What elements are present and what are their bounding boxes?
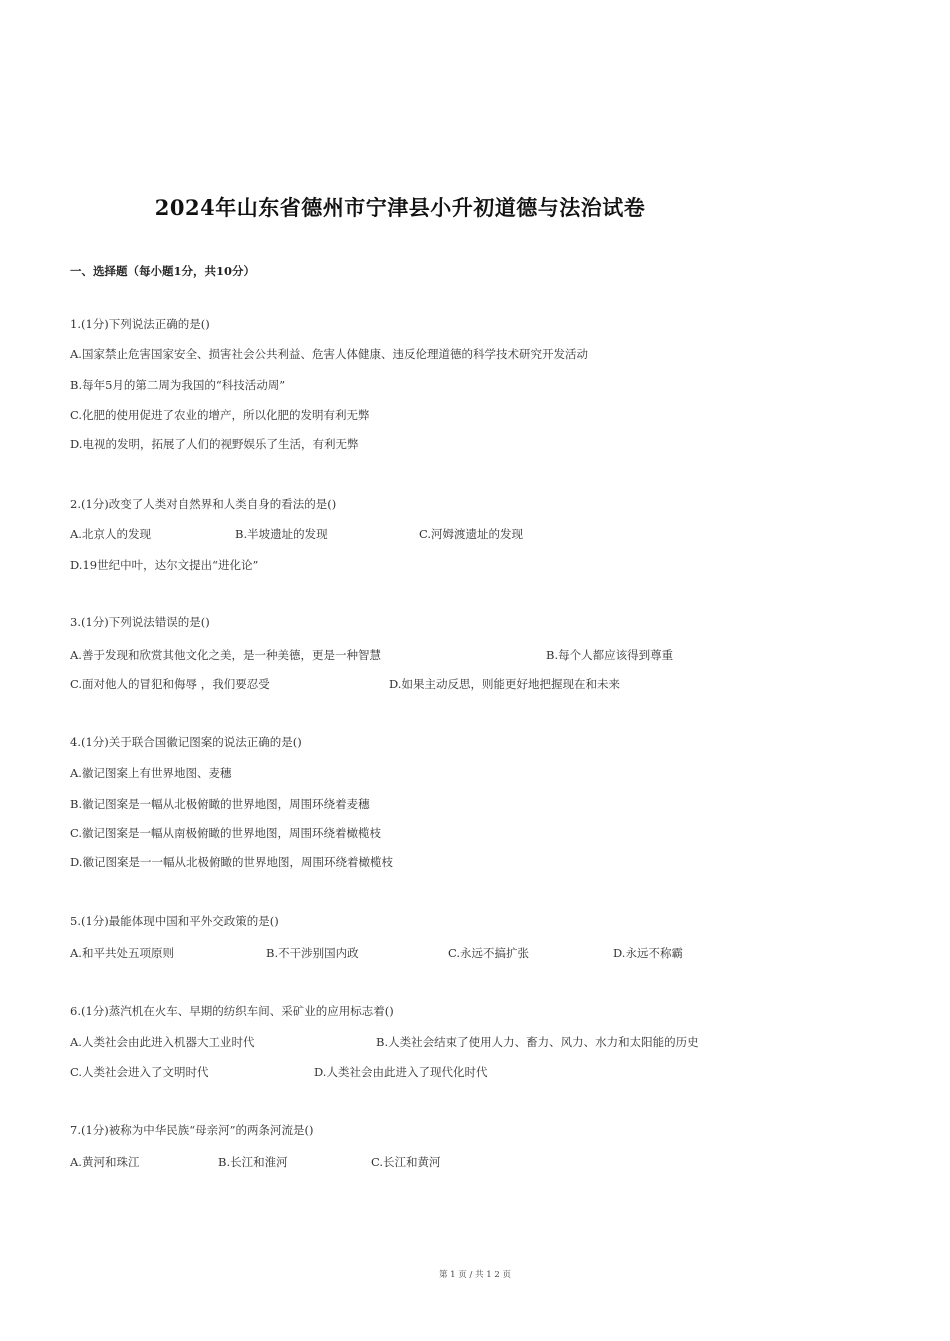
question-7-option-c: C.长江和黄河 bbox=[371, 1155, 441, 1169]
question-2-option-a: A.北京人的发现 bbox=[70, 527, 151, 541]
question-4-option-d: D.徽记图案是一一幅从北极俯瞰的世界地图，周围环绕着橄榄枝 bbox=[70, 855, 393, 869]
question-5-option-d: D.永远不称霸 bbox=[613, 946, 683, 960]
question-3-option-b: B.每个人都应该得到尊重 bbox=[546, 648, 674, 662]
question-2-stem: 2.(1分)改变了人类对自然界和人类自身的看法的是() bbox=[70, 497, 337, 511]
question-1-stem: 1.(1分)下列说法正确的是() bbox=[70, 317, 210, 331]
page-footer: 第 1 页 / 共 1 2 页 bbox=[438, 1270, 511, 1280]
question-3-option-c: C.面对他人的冒犯和侮辱 ，我们要忍受 bbox=[70, 677, 270, 691]
question-5-option-c: C.永远不搞扩张 bbox=[448, 946, 530, 960]
question-7-option-a: A.黄河和珠江 bbox=[70, 1155, 140, 1169]
question-3-option-d: D.如果主动反思，则能更好地把握现在和未来 bbox=[389, 677, 620, 691]
question-5-option-b: B.不干涉别国内政 bbox=[266, 946, 359, 960]
exam-title: 2024年山东省德州市宁津县小升初道德与法治试卷 bbox=[154, 195, 646, 220]
question-7-stem: 7.(1分)被称为中华民族“母亲河”的两条河流是() bbox=[70, 1123, 314, 1137]
question-7-option-b: B.长江和淮河 bbox=[218, 1155, 288, 1169]
question-1-option-a: A.国家禁止危害国家安全、损害社会公共利益、危害人体健康、违反伦理道德的科学技术研究开发活动 bbox=[70, 347, 588, 361]
question-1-option-d: D.电视的发明，拓展了人们的视野娱乐了生活，有利无弊 bbox=[70, 437, 359, 451]
question-6-option-a: A.人类社会由此进入机器大工业时代 bbox=[70, 1035, 255, 1049]
question-1-option-b: B.每年5月的第二周为我国的“科技活动周” bbox=[70, 378, 286, 392]
question-1-option-c: C.化肥的使用促进了农业的增产，所以化肥的发明有利无弊 bbox=[70, 408, 370, 422]
question-4-option-c: C.徽记图案是一幅从南极俯瞰的世界地图，周围环绕着橄榄枝 bbox=[70, 826, 382, 840]
question-4-option-b: B.徽记图案是一幅从北极俯瞰的世界地图，周围环绕着麦穗 bbox=[70, 797, 370, 811]
question-6-option-b: B.人类社会结束了使用人力、畜力、风力、水力和太阳能的历史 bbox=[376, 1035, 699, 1049]
question-2-option-d: D.19世纪中叶，达尔文提出“进化论” bbox=[70, 558, 259, 572]
question-6-option-d: D.人类社会由此进入了现代化时代 bbox=[314, 1065, 488, 1079]
section-heading: 一、选择题（每小题1分，共10分） bbox=[70, 264, 256, 278]
question-5-stem: 5.(1分)最能体现中国和平外交政策的是() bbox=[70, 914, 279, 928]
question-4-option-a: A.徽记图案上有世界地图、麦穗 bbox=[70, 766, 232, 780]
question-5-option-a: A.和平共处五项原则 bbox=[70, 946, 174, 960]
question-2-option-c: C.河姆渡遗址的发现 bbox=[419, 527, 524, 541]
question-6-option-c: C.人类社会进入了文明时代 bbox=[70, 1065, 209, 1079]
question-2-option-b: B.半坡遗址的发现 bbox=[235, 527, 328, 541]
question-3-stem: 3.(1分)下列说法错误的是() bbox=[70, 615, 210, 629]
question-6-stem: 6.(1分)蒸汽机在火车、早期的纺织车间、采矿业的应用标志着() bbox=[70, 1004, 394, 1018]
question-4-stem: 4.(1分)关于联合国徽记图案的说法正确的是() bbox=[70, 735, 302, 749]
question-3-option-a: A.善于发现和欣赏其他文化之美，是一种美德，更是一种智慧 bbox=[70, 648, 381, 662]
